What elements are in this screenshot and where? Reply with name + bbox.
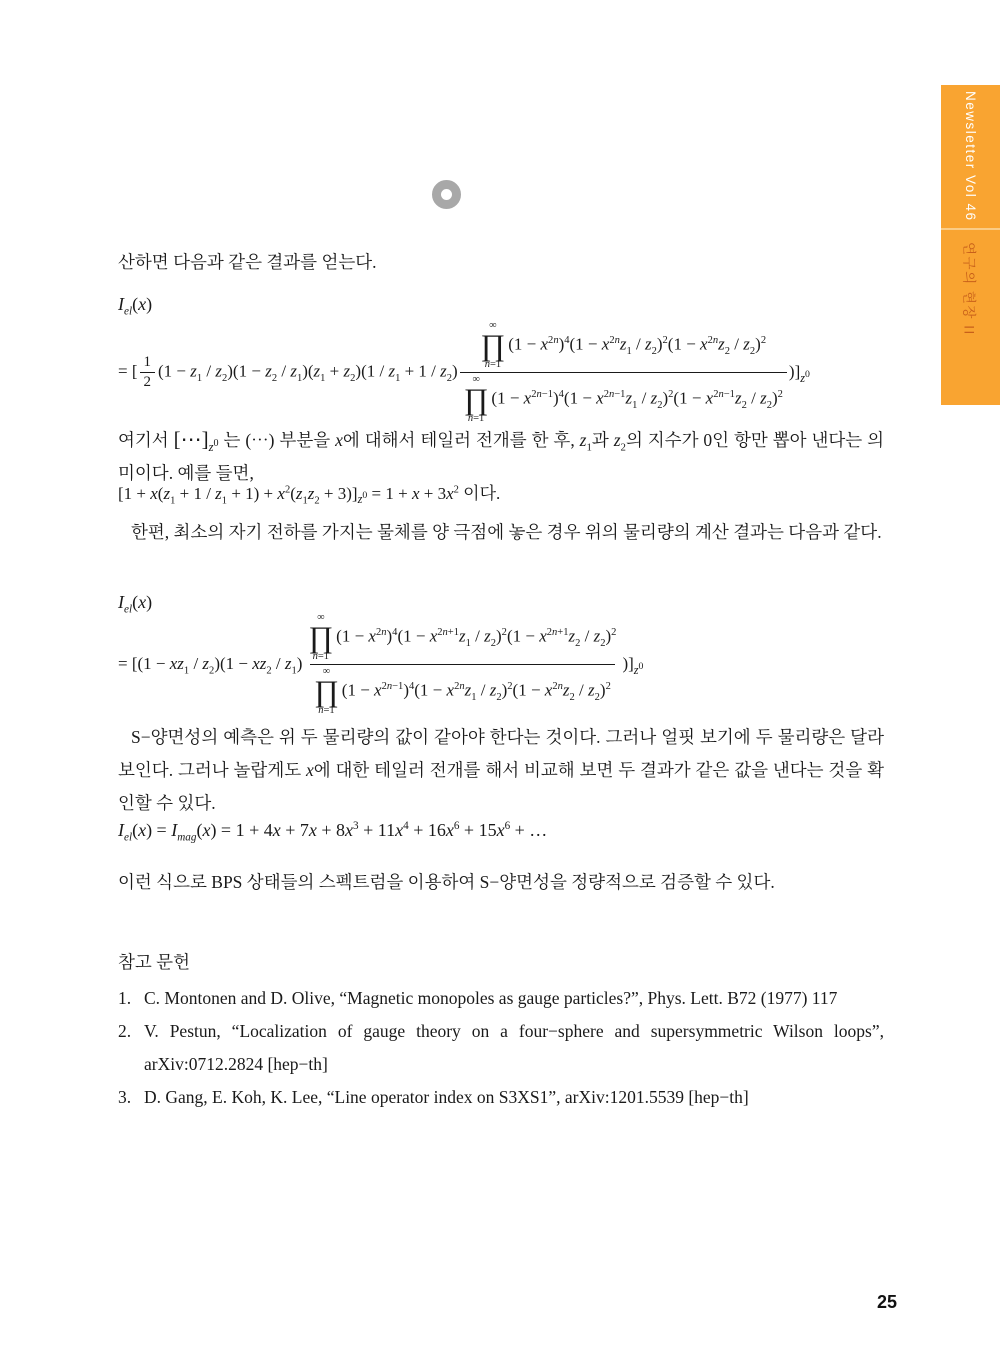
eq1-label: $I_{el}(x)$ [118, 294, 153, 318]
sidebar-tab [941, 85, 1000, 405]
donut-icon [432, 180, 461, 209]
tab-section-label: 연구의 현장 II [961, 242, 977, 336]
s-duality-paragraph: S−양면성의 예측은 위 두 물리량의 값이 같아야 한다는 것이다. 그러나 얼핏 보기에 두 물리량은 달라 보인다. 그러나 놀랍게도 x에 대한 테일러 전개를 해서 비교해 보면 두 결과가 같은 값을 낸다는 것을 확인할 수 있다. [118, 727, 884, 813]
eq2-prefix: = [$(1 - xz_1 / z_2)(1 - xz_2 / z_1)$ [118, 654, 303, 677]
reference-number: 3. [118, 1087, 132, 1107]
example-equation: $[1 + x(z_1 + 1 / z_1 + 1) + x^2(z_1z_2 + 3)]_{z^0} = 1 + x + 3x^2$ 이다. [118, 484, 501, 507]
eq2-label: $I_{el}(x)$ [118, 592, 153, 616]
explanation-paragraph: 여기서 $[\cdots]_{z^0}$ 는 (⋯) 부분을 x에 대해서 테일러 전개를 한 후, $z_1$과 $z_2$의 지수가 0인 항만 뽑아 낸다는 의미이다. 예를 들면, [118, 427, 885, 483]
reference-item [118, 1015, 884, 1081]
eq1-numerator: ∞ ∏ n=1 $(1 - x^{2n})^4(1 - x^{2n}z_1 / z_2)^2(1 - x^{2n}z_2 / z_2)^2$ [480, 320, 767, 371]
eq1-prefix: = [ $\frac{1}{2}$ $(1 - z_1 / z_2)(1 - z_2 / z_1)(z_1 + z_2)(1 / z_1 + 1 / z_2)$ [118, 353, 458, 391]
reference-number: 1. [118, 988, 132, 1008]
reference-item [118, 982, 884, 1015]
eq2-fraction [304, 612, 620, 717]
minimal-charge-paragraph: 한편, 최소의 자기 전하를 가지는 물체를 양 극점에 놓은 경우 위의 물리량의 계산 결과는 다음과 같다. [131, 522, 882, 542]
page-number: 25 [877, 1292, 898, 1312]
reference-text: C. Montonen and D. Olive, “Magnetic monopoles as gauge particles?”, Phys. Lett. B72 (1977) 117 [144, 988, 838, 1008]
equation-1 [118, 320, 884, 425]
reference-text: D. Gang, E. Koh, K. Lee, “Line operator index on S3XS1”, arXiv:1201.5539 [hep−th] [144, 1087, 749, 1107]
intro-paragraph: 산하면 다음과 같은 결과를 얻는다. [118, 252, 377, 272]
tab-section [941, 230, 1000, 405]
tab-volume-section [941, 85, 1000, 230]
series-equation: $I_{el}(x) = I_{mag}(x) = 1 + 4x + 7x + 8x^3 + 11x^4 + 16x^6 + 15x^6$ + … [118, 820, 548, 844]
equation-2 [118, 612, 884, 717]
reference-text: V. Pestun, “Localization of gauge theory on a four−sphere and supersymmetric Wilson loops”, arXiv:0712.2824 [hep−th] [144, 1021, 884, 1074]
eq2-denominator: ∞ ∏ n=1 $(1 - x^{2n-1})^4(1 - x^{2n}z_1 / z_2)^2(1 - x^{2n}z_2 / z_2)^2$ [310, 664, 615, 717]
eq2-numerator: ∞ ∏ n=1 $(1 - x^{2n})^4(1 - x^{2n+1}z_1 / z_2)^2(1 - x^{2n+1}z_2 / z_2)^2$ [308, 612, 617, 663]
eq2-suffix: )]$_{z^0}$ [622, 654, 644, 677]
eq1-suffix: )]$_{z^0}$ [788, 362, 810, 385]
tab-volume-label: Newsletter Vol 46 [963, 91, 978, 222]
reference-number: 2. [118, 1021, 132, 1041]
closing-paragraph: 이런 식으로 BPS 상태들의 스펙트럼을 이용하여 S−양면성을 정량적으로 검증할 수 있다. [118, 872, 775, 892]
reference-list [118, 982, 884, 1114]
eq1-denominator: ∞ ∏ n=1 $(1 - x^{2n-1})^4(1 - x^{2n-1}z_1 / z_2)^2(1 - x^{2n-1}z_2 / z_2)^2$ [460, 372, 787, 425]
reference-item [118, 1081, 884, 1114]
eq1-fraction [460, 320, 787, 425]
references-heading: 참고 문헌 [118, 952, 190, 972]
